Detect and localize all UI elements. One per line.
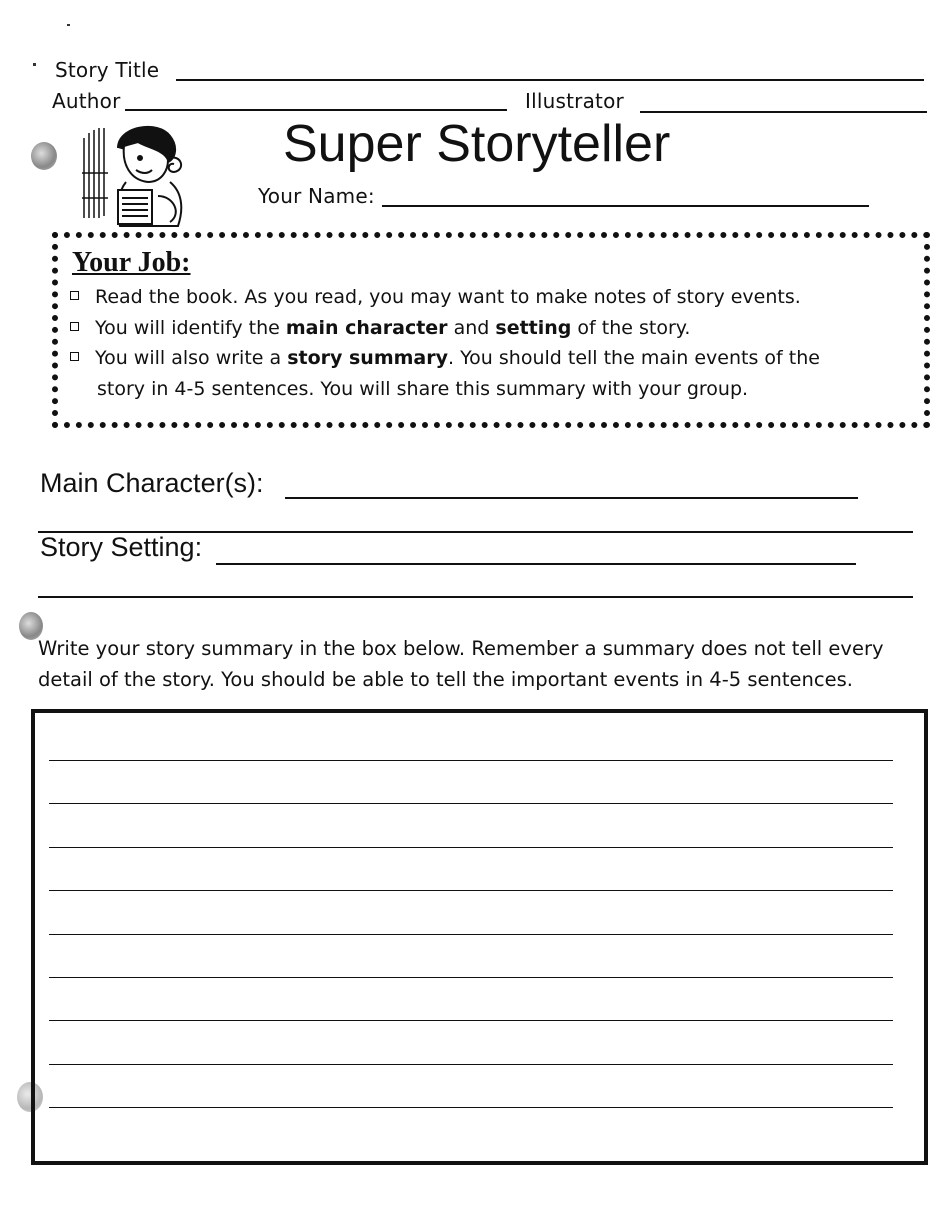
job-item-text: Read the book. As you read, you may want to make notes of story events.	[95, 286, 801, 308]
checkbox-bullet-icon	[70, 291, 79, 300]
checkbox-bullet-icon	[70, 352, 79, 361]
summary-writing-line[interactable]	[49, 890, 893, 891]
summary-instructions-line-2: detail of the story. You should be able to tell the important events in 4-5 sentences.	[38, 668, 853, 691]
job-item-text: setting	[495, 317, 572, 339]
story-setting-field-line-2[interactable]	[38, 596, 913, 598]
your-name-label: Your Name:	[258, 184, 375, 208]
your-name-field[interactable]	[382, 205, 869, 207]
summary-writing-line[interactable]	[49, 847, 893, 848]
job-item-text: . You should tell the main events of the	[448, 347, 820, 369]
your-job-heading: Your Job:	[72, 247, 191, 278]
story-setting-field[interactable]	[216, 563, 856, 565]
author-label: Author	[52, 89, 121, 113]
job-item	[70, 313, 690, 343]
worksheet-title: Super Storyteller	[283, 115, 671, 173]
summary-instructions	[38, 633, 928, 695]
job-item-text: You will identify the	[95, 317, 286, 339]
job-item-text: story summary	[287, 347, 449, 369]
job-item-continuation: story in 4-5 sentences. You will share this summary with your group.	[97, 378, 749, 400]
job-item	[70, 282, 801, 312]
summary-writing-line[interactable]	[49, 1064, 893, 1065]
story-setting-label: Story Setting:	[40, 532, 203, 562]
speck	[67, 24, 70, 26]
summary-instructions-line-1: Write your story summary in the box below. Remember a summary does not tell every	[38, 637, 884, 660]
illustrator-label: Illustrator	[525, 89, 624, 113]
checkbox-bullet-icon	[70, 322, 79, 331]
job-item	[70, 343, 820, 373]
author-field[interactable]	[125, 109, 507, 111]
summary-writing-line[interactable]	[49, 934, 893, 935]
summary-box[interactable]	[31, 709, 928, 1165]
summary-writing-line[interactable]	[49, 1020, 893, 1021]
speck	[33, 63, 36, 66]
main-character-field[interactable]	[285, 497, 858, 499]
story-title-label: Story Title	[55, 58, 160, 82]
reader-clipart-icon	[78, 118, 196, 228]
story-title-field[interactable]	[176, 79, 924, 81]
summary-writing-line[interactable]	[49, 1107, 893, 1108]
main-character-label: Main Character(s):	[40, 468, 264, 498]
hole-punch-mark	[31, 142, 57, 170]
illustrator-field[interactable]	[640, 111, 927, 113]
job-item-text: and	[447, 317, 496, 339]
summary-writing-line[interactable]	[49, 977, 893, 978]
job-item-text: You will also write a	[95, 347, 288, 369]
summary-writing-line[interactable]	[49, 760, 893, 761]
job-item-text: of the story.	[571, 317, 691, 339]
summary-writing-line[interactable]	[49, 803, 893, 804]
job-item-text: main character	[285, 317, 448, 339]
